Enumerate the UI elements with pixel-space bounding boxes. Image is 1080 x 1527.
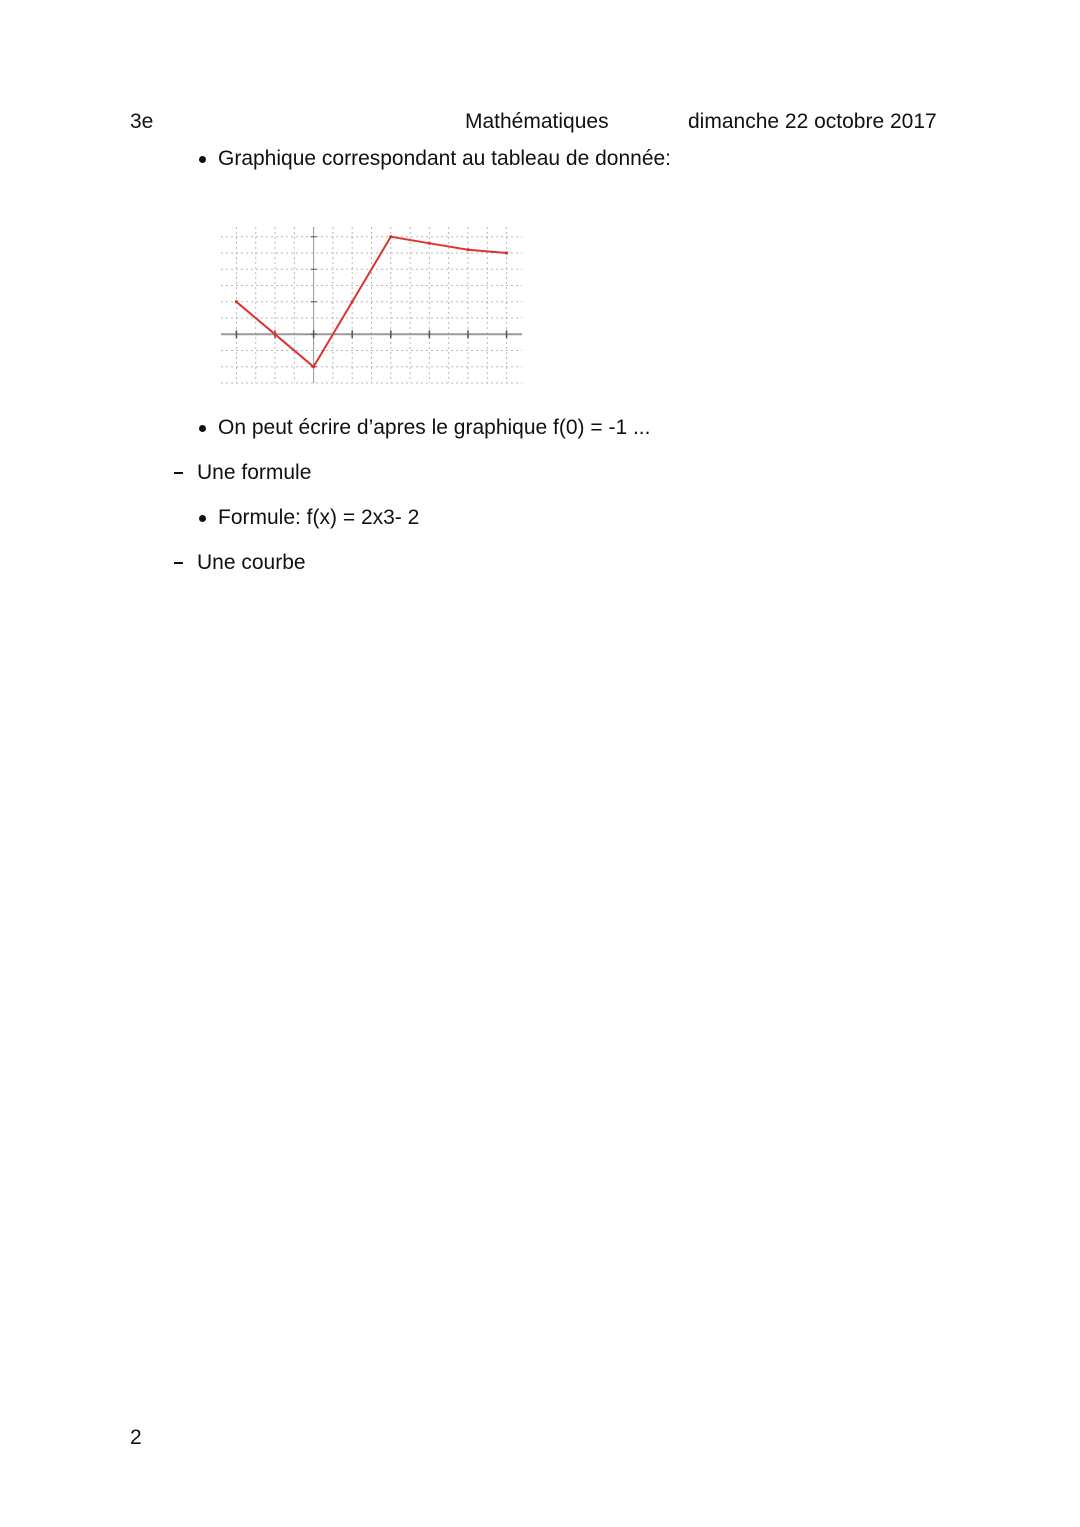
data-point	[235, 300, 238, 303]
header-date: dimanche 22 octobre 2017	[688, 110, 937, 133]
bullet-icon	[199, 156, 206, 163]
bullet-icon	[199, 515, 206, 522]
data-point	[351, 300, 354, 303]
function-graph	[219, 225, 524, 385]
dash-icon	[174, 472, 183, 474]
data-point	[428, 242, 431, 245]
dash-item-curve	[174, 550, 306, 576]
data-point	[505, 251, 508, 254]
page-number: 2	[130, 1426, 142, 1449]
bullet-item-formula	[199, 505, 419, 531]
data-point	[466, 248, 469, 251]
bullet-item-reading	[199, 415, 650, 441]
bullet-text: On peut écrire d’apres le graphique f(0) = -1 ...	[218, 416, 651, 439]
data-point	[312, 365, 315, 368]
bullet-text: Formule: f(x) = 2x3- 2	[218, 506, 420, 529]
data-point	[273, 333, 276, 336]
header-subject: Mathématiques	[465, 110, 609, 133]
dash-icon	[174, 562, 183, 564]
dash-text: Une formule	[197, 461, 312, 484]
bullet-text: Graphique correspondant au tableau de donnée:	[218, 147, 672, 170]
dash-item-formula	[174, 460, 311, 486]
header-class: 3e	[130, 110, 154, 133]
data-point	[389, 235, 392, 238]
bullet-icon	[199, 425, 206, 432]
bullet-item-graph	[199, 146, 671, 172]
dash-text: Une courbe	[197, 551, 306, 574]
